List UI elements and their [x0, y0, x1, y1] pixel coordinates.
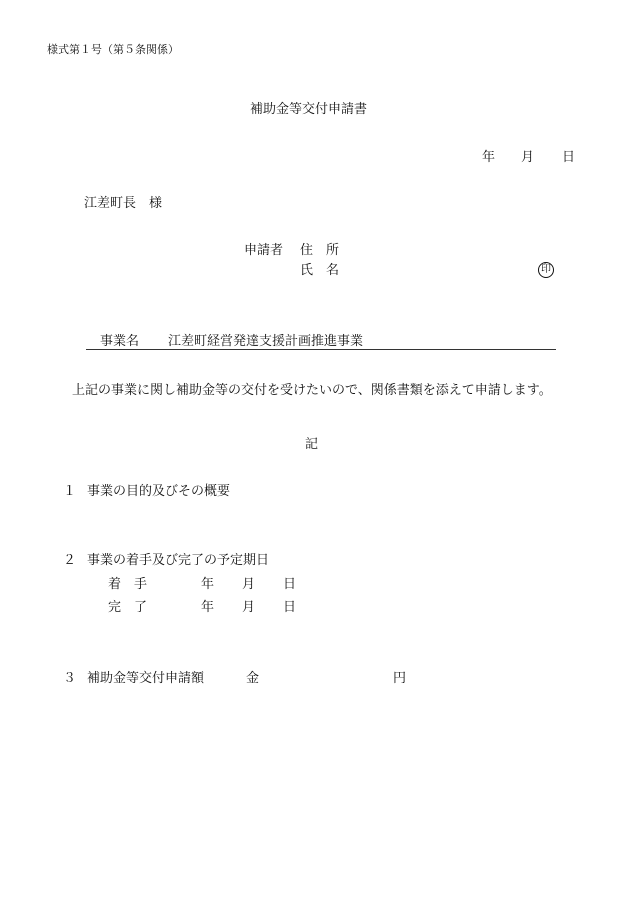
amount-yen: 円: [393, 671, 407, 686]
application-statement: 上記の事業に関し補助金等の交付を受けたいので、関係書類を添えて申請します。: [72, 383, 552, 398]
item1-label: 事業の目的及びその概要: [87, 484, 231, 499]
date-day: 日: [562, 150, 576, 165]
end-label: 完 了: [108, 600, 148, 615]
start-year: 年: [201, 577, 215, 592]
end-year: 年: [201, 600, 215, 615]
project-name: 江差町経営発達支援計画推進事業: [168, 334, 364, 349]
addressee: 江差町長 様: [84, 196, 163, 211]
start-month: 月: [242, 577, 256, 592]
address-label: 住 所: [300, 243, 340, 258]
item1-number: １: [63, 484, 77, 499]
document-title: 補助金等交付申請書: [250, 102, 368, 117]
amount-kin: 金: [246, 671, 260, 686]
item3-number: ３: [63, 671, 77, 686]
item2-number: ２: [63, 553, 77, 568]
project-label: 事業名: [100, 334, 140, 349]
end-day: 日: [283, 600, 297, 615]
item2-label: 事業の着手及び完了の予定期日: [87, 553, 270, 568]
applicant-label: 申請者: [244, 243, 284, 258]
seal-mark: 印: [538, 262, 554, 278]
start-day: 日: [283, 577, 297, 592]
date-year: 年: [482, 150, 496, 165]
item3-label: 補助金等交付申請額: [87, 671, 205, 686]
date-month: 月: [521, 150, 535, 165]
end-month: 月: [242, 600, 256, 615]
form-number: 様式第１号（第５条関係）: [47, 43, 179, 56]
start-label: 着 手: [108, 577, 148, 592]
name-label: 氏 名: [300, 263, 340, 278]
ki-heading: 記: [305, 437, 319, 452]
